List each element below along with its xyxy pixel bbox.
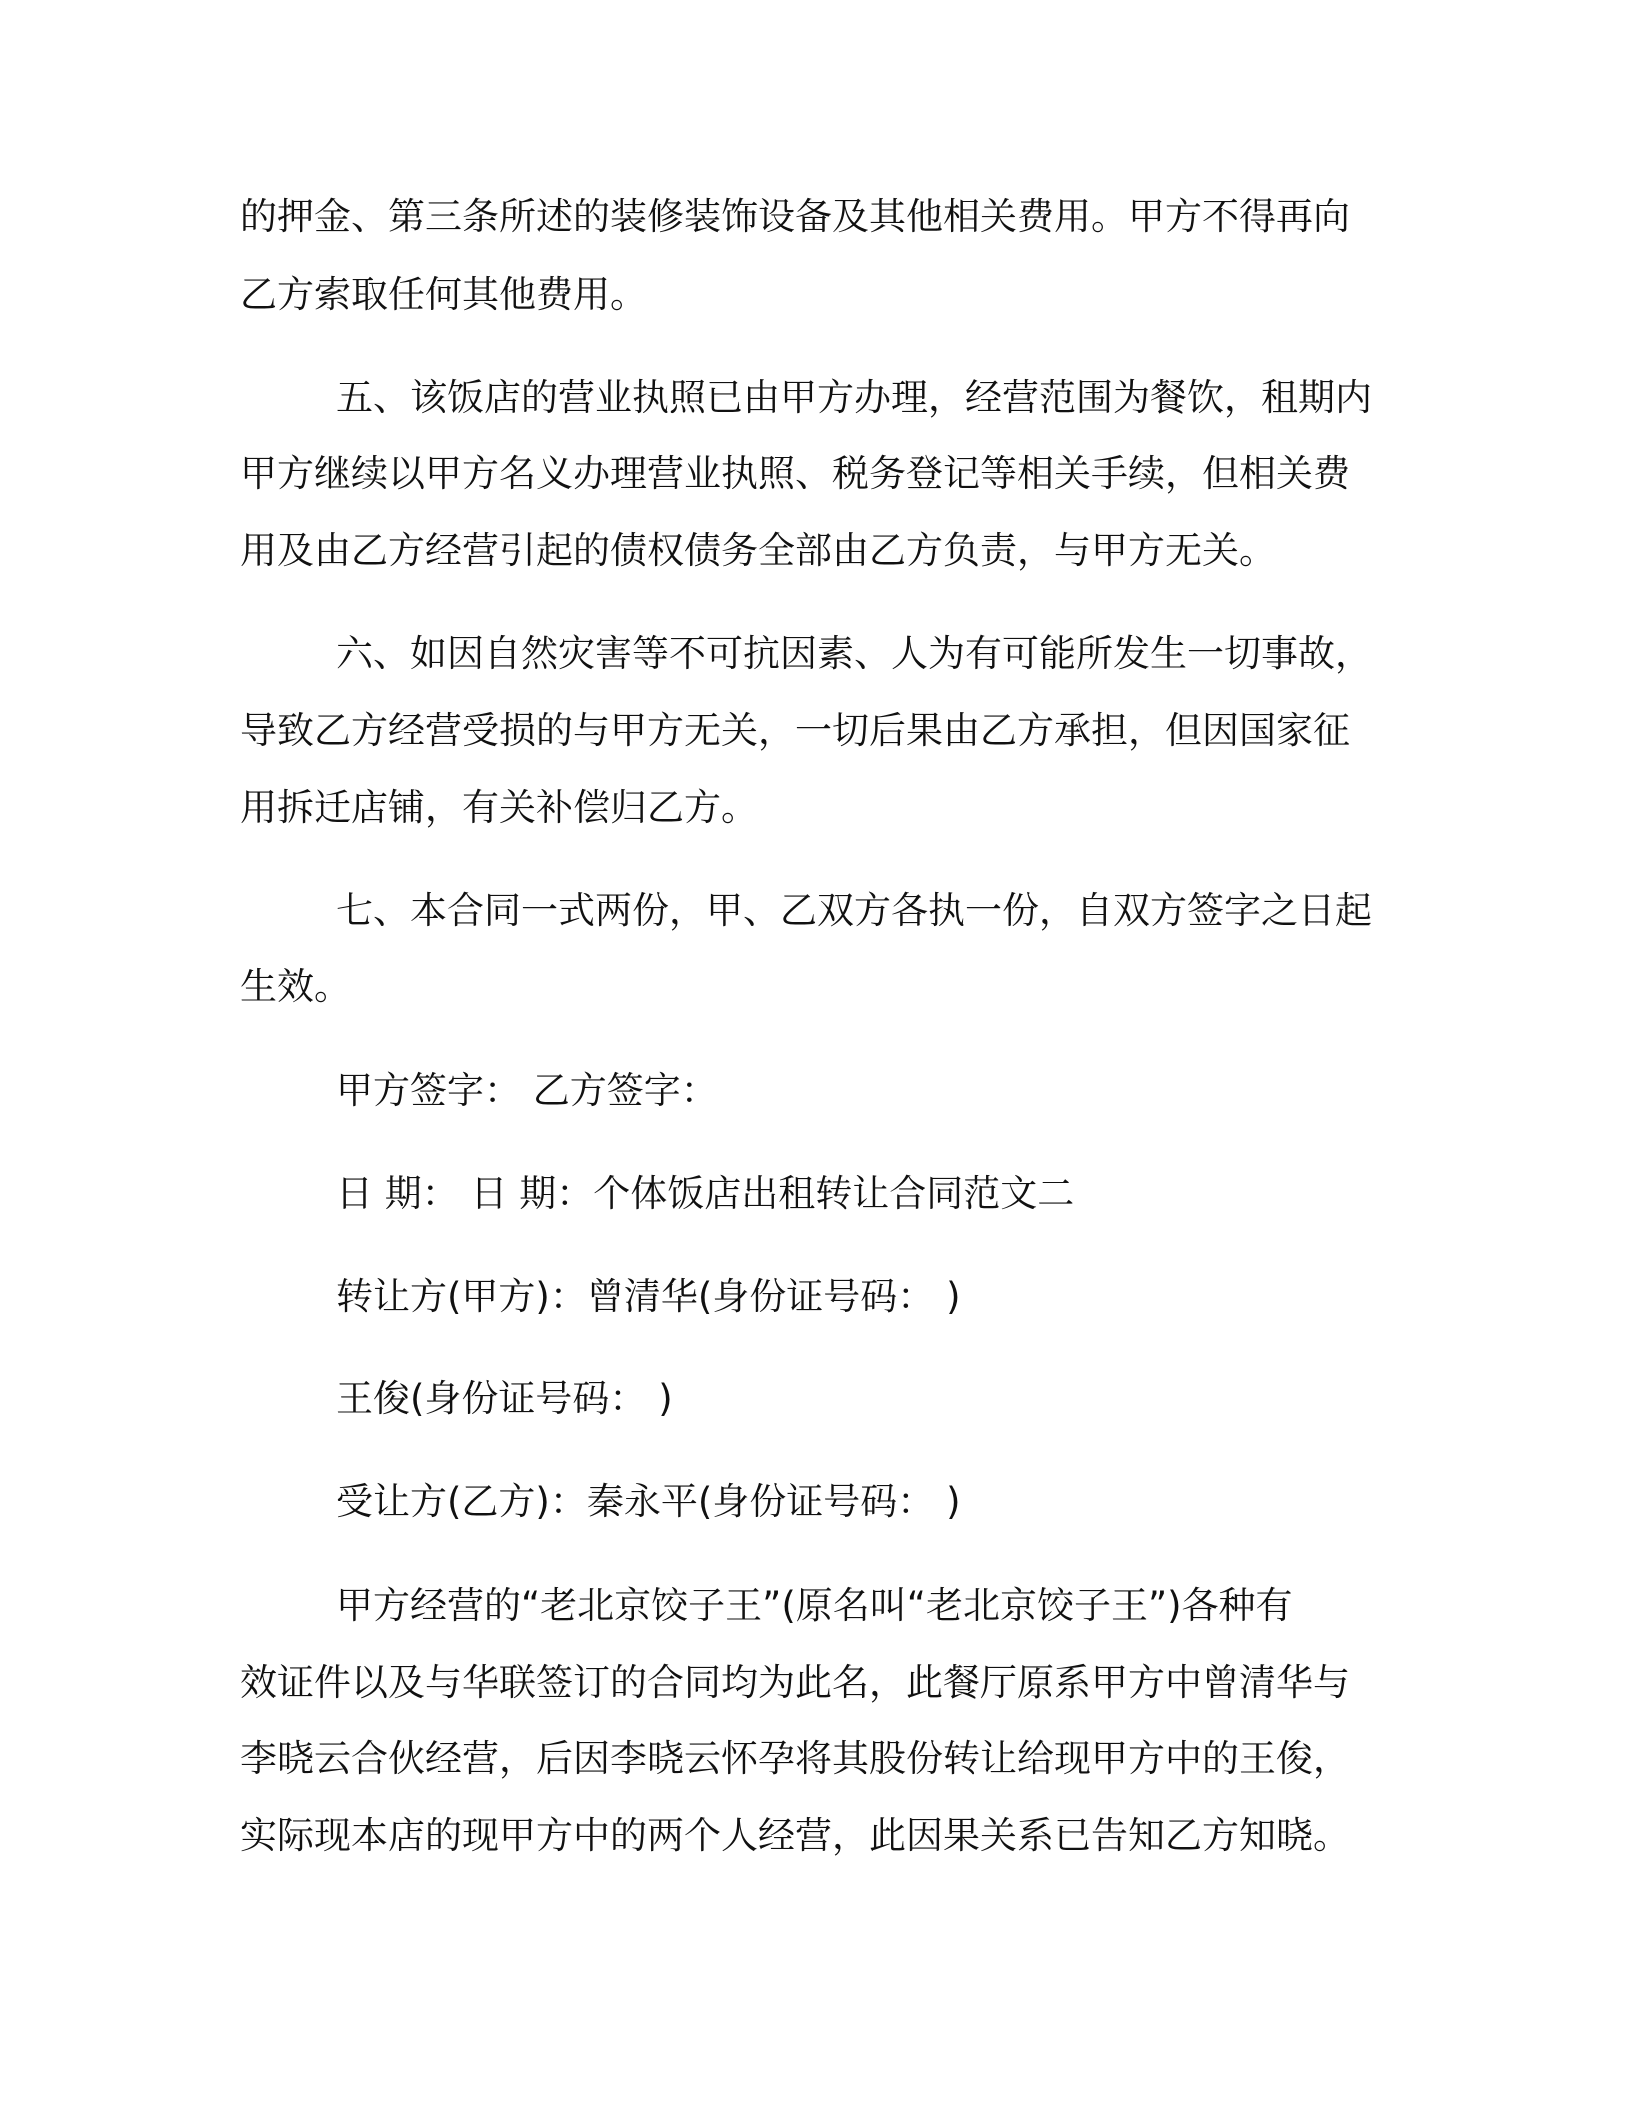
- signature-line: 甲方签字： 乙方签字：: [336, 1069, 718, 1112]
- text-line: 乙方索取任何其他费用。: [240, 273, 647, 316]
- text-line: 李晓云合伙经营，后因李晓云怀孕将其股份转让给现甲方中的王俊，: [240, 1737, 1350, 1780]
- text-line: 七、本合同一式两份，甲、乙双方各执一份，自双方签字之日起: [336, 889, 1372, 932]
- text-line: 甲方继续以甲方名义办理营业执照、税务登记等相关手续，但相关费: [240, 452, 1350, 495]
- co-transferor-line: 王俊(身份证号码： ): [336, 1377, 673, 1420]
- text-line: 甲方经营的“老北京饺子王”(原名叫“老北京饺子王”)各种有: [336, 1584, 1293, 1627]
- text-line: 的押金、第三条所述的装修装饰设备及其他相关费用。甲方不得再向: [240, 195, 1350, 238]
- text-line: 生效。: [240, 965, 351, 1008]
- date-line: 日 期： 日 期：个体饭店出租转让合同范文二: [336, 1172, 1075, 1215]
- text-line: 用拆迁店铺，有关补偿归乙方。: [240, 786, 758, 829]
- text-line: 五、该饭店的营业执照已由甲方办理，经营范围为餐饮，租期内: [336, 376, 1372, 419]
- transferor-line: 转让方(甲方)：曾清华(身份证号码： ): [336, 1275, 961, 1318]
- text-line: 效证件以及与华联签订的合同均为此名，此餐厅原系甲方中曾清华与: [240, 1661, 1350, 1704]
- text-line: 实际现本店的现甲方中的两个人经营，此因果关系已告知乙方知晓。: [240, 1814, 1350, 1857]
- text-line: 六、如因自然灾害等不可抗因素、人为有可能所发生一切事故，: [336, 632, 1372, 675]
- text-line: 导致乙方经营受损的与甲方无关，一切后果由乙方承担，但因国家征: [240, 709, 1350, 752]
- transferee-line: 受让方(乙方)：秦永平(身份证号码： ): [336, 1480, 961, 1523]
- text-line: 用及由乙方经营引起的债权债务全部由乙方负责，与甲方无关。: [240, 529, 1276, 572]
